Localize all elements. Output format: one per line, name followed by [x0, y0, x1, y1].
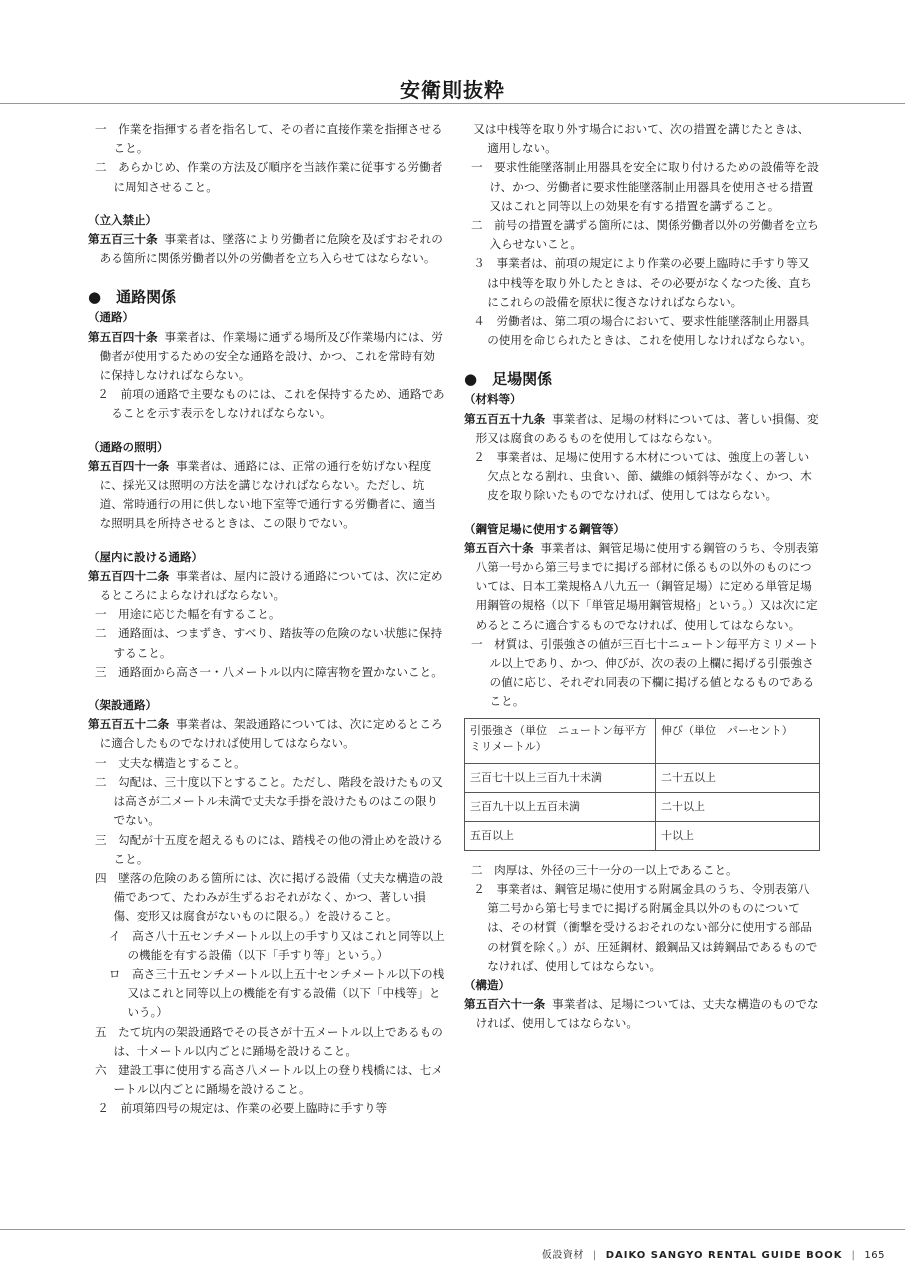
list-item: 一 丈夫な構造とすること。	[94, 755, 246, 770]
page-number: 165	[864, 1250, 885, 1261]
article-561	[464, 995, 820, 1033]
article-text: 事業者は、屋内に設ける通路については、次に定めるところによらなければならない。	[99, 568, 443, 603]
page-title: 安衛則抜粋	[400, 78, 505, 102]
article-text: 事業者は、架設通路については、次に定めるところに適合したものでなければ使用してはならない。	[99, 717, 443, 751]
article-540	[88, 328, 446, 386]
footer-separator: |	[592, 1250, 597, 1261]
article-number: 第五百六十一条	[464, 997, 546, 1012]
table-cell: 十以上	[656, 821, 820, 850]
article-number: 第五百三十条	[88, 232, 158, 247]
table-cell: 三百七十以上三百九十未満	[465, 763, 656, 792]
list-item: 五 たて坑内の架設通路でその長さが十五メートル以上であるものは、十メートル以内ごとに踊場を設けること。	[94, 1024, 443, 1058]
page-footer	[542, 1246, 885, 1261]
article-number: 第五百五十二条	[88, 717, 170, 732]
article-552	[88, 715, 446, 753]
article-text: 事業者は、通路には、正常の通行を妨げない程度に、採光又は照明の方法を講じなければならない。ただし、坑道、常時通行の用に供しない地下室等で通行する労働者に、適当な照明具を所持させるときは、この限りでない。	[99, 458, 436, 531]
article-number: 第五百五十九条	[464, 411, 546, 426]
table-row	[465, 792, 820, 821]
article-text: 事業者は、作業場に通ずる場所及び作業場内には、労働者が使用するための安全な通路を設け、かつ、これを常時有効に保持しなければならない。	[99, 329, 443, 383]
article-text: 事業者は、足場の材料については、著しい損傷、変形又は腐食のあるものを使用してはならない。	[475, 411, 819, 445]
sub-item: ロ 高さ三十五センチメートル以上五十センチメートル以下の桟又はこれと同等以上の機能を有する設備（以下「中桟等」という。）	[108, 966, 445, 1020]
list-item: 一 作業を指揮する者を指名して、その者に直接作業を指揮させること。	[94, 122, 443, 156]
section-title: ● 足場関係	[464, 370, 553, 389]
list-item: 二 あらかじめ、作業の方法及び順序を当該作業に従事する労働者に周知させること。	[94, 160, 443, 194]
list-item: 二 肉厚は、外径の三十一分の一以上であること。	[470, 862, 738, 877]
article-number: 第五百四十二条	[88, 568, 170, 583]
footer-category: 仮設資材	[541, 1250, 584, 1261]
paragraph: 又は中桟等を取り外す場合において、次の措置を講じたときは、適用しない。	[473, 122, 810, 156]
table-header-row	[465, 718, 820, 763]
article-559	[464, 410, 820, 448]
list-item: 一 用途に応じた幅を有すること。	[94, 607, 281, 622]
article-560	[464, 539, 820, 635]
right-column	[464, 120, 820, 1034]
list-item: 一 材質は、引張強さの値が三百七十ニュートン毎平方ミリメートル以上であり、かつ、伸びが、次の表の上欄に掲げる引張強さの値に応じ、それぞれ同表の下欄に掲げる値となるものであること。	[470, 636, 819, 709]
list-item: 四 墜落の危険のある箇所には、次に掲げる設備（丈夫な構造の設備であつて、たわみが生ずるおそれがなく、かつ、著しい損傷、変形又は腐食がないものに限る。）を設けること。	[94, 870, 443, 924]
article-heading: （通路の照明）	[88, 439, 169, 454]
sub-item: イ 高さ八十五センチメートル以上の手すり又はこれと同等以上の機能を有する設備（以下「手すり等」という。）	[108, 928, 445, 962]
article-number: 第五百四十条	[88, 329, 158, 344]
list-item: 六 建設工事に使用する高さ八メートル以上の登り桟橋には、七メートル以内ごとに踊場を設けること。	[94, 1062, 443, 1097]
article-530	[88, 230, 446, 268]
article-heading: （架設通路）	[88, 698, 157, 713]
article-heading: （材料等）	[464, 392, 522, 407]
table-header-cell: 引張強さ（単位 ニュートン毎平方ミリメートル）	[465, 718, 656, 763]
article-heading: （構造）	[464, 977, 510, 992]
article-number: 第五百四十一条	[88, 458, 170, 473]
tensile-strength-table	[464, 718, 820, 851]
paragraph: ３ 事業者は、前項の規定により作業の必要上臨時に手すり等又は中桟等を取り外したときは、その必要がなくなつた後、直ちにこれらの設備を原状に復さなければならない。	[473, 256, 812, 309]
article-heading: （通路）	[88, 310, 134, 325]
paragraph: ２ 事業者は、鋼管足場に使用する附属金具のうち、令別表第八第二号から第七号までに掲げる附属金具以外のものについては、その材質（衝撃を受けるおそれのない部分に使用する部品の材質を除く。）が、圧延鋼材、鍛鋼品又は鋳鋼品であるものでなければ、使用してはならない。	[473, 881, 818, 973]
footer-divider	[0, 1229, 905, 1230]
article-text: 事業者は、鋼管足場に使用する鋼管のうち、令別表第八第一号から第三号までに掲げる部材に係るもの以外のものについては、日本工業規格Ａ八九五一（鋼管足場）に定める単管足場用鋼管の規格（以下「単管足場用鋼管規格」という。）又は次に定めるところに適合するものでなければ、使用してはならない。	[475, 540, 819, 632]
article-text: 事業者は、墜落により労働者に危険を及ぼすおそれのある箇所に関係労働者以外の労働者を立ち入らせてはならない。	[99, 232, 443, 266]
list-item: 三 勾配が十五度を超えるものには、踏桟その他の滑止めを設けること。	[94, 832, 443, 866]
paragraph: ４ 労働者は、第二項の場合において、要求性能墜落制止用器具の使用を命じられたときは、これを使用しなければならない。	[473, 314, 812, 348]
title-divider	[0, 103, 905, 104]
list-item: 三 通路面から高さ一・八メートル以内に障害物を置かないこと。	[94, 664, 443, 679]
table-row	[465, 821, 820, 850]
table-cell: 二十以上	[656, 792, 820, 821]
left-column	[88, 120, 446, 1119]
paragraph: ２ 前項の通路で主要なものには、これを保持するため、通路であることを示す表示をしなければならない。	[97, 387, 445, 421]
article-number: 第五百六十条	[464, 540, 534, 555]
table-header-cell: 伸び（単位 パーセント）	[656, 718, 820, 763]
list-item: 一 要求性能墜落制止用器具を安全に取り付けるための設備等を設け、かつ、労働者に要求性能墜落制止用器具を使用させる措置又はこれと同等以上の効果を有する措置を講ずること。	[470, 160, 819, 213]
table-cell: 二十五以上	[656, 763, 820, 792]
list-item: 二 勾配は、三十度以下とすること。ただし、階段を設けたもの又は高さが二メートル未満で丈夫な手掛を設けたものはこの限りでない。	[94, 774, 443, 828]
table-cell: 五百以上	[465, 821, 656, 850]
paragraph: ２ 事業者は、足場に使用する木材については、強度上の著しい欠点となる割れ、虫食い、節、繊維の傾斜等がなく、かつ、木皮を取り除いたものでなければ、使用してはならない。	[473, 450, 812, 503]
article-heading: （屋内に設ける通路）	[88, 549, 203, 564]
list-item: 二 通路面は、つまずき、すべり、踏抜等の危険のない状態に保持すること。	[94, 626, 443, 660]
footer-book-title: DAIKO SANGYO RENTAL GUIDE BOOK	[605, 1250, 843, 1261]
article-542	[88, 567, 446, 605]
table-cell: 三百九十以上五百未満	[465, 792, 656, 821]
article-541	[88, 457, 446, 534]
table-row	[465, 763, 820, 792]
article-heading: （鋼管足場に使用する鋼管等）	[464, 521, 625, 536]
paragraph: ２ 前項第四号の規定は、作業の必要上臨時に手すり等	[97, 1101, 388, 1116]
article-text: 事業者は、足場については、丈夫な構造のものでなければ、使用してはならない。	[475, 997, 819, 1031]
footer-separator: |	[851, 1250, 856, 1261]
section-title: ● 通路関係	[88, 288, 177, 307]
article-heading: （立入禁止）	[88, 212, 157, 227]
list-item: 二 前号の措置を講ずる箇所には、関係労働者以外の労働者を立ち入らせないこと。	[470, 218, 819, 252]
